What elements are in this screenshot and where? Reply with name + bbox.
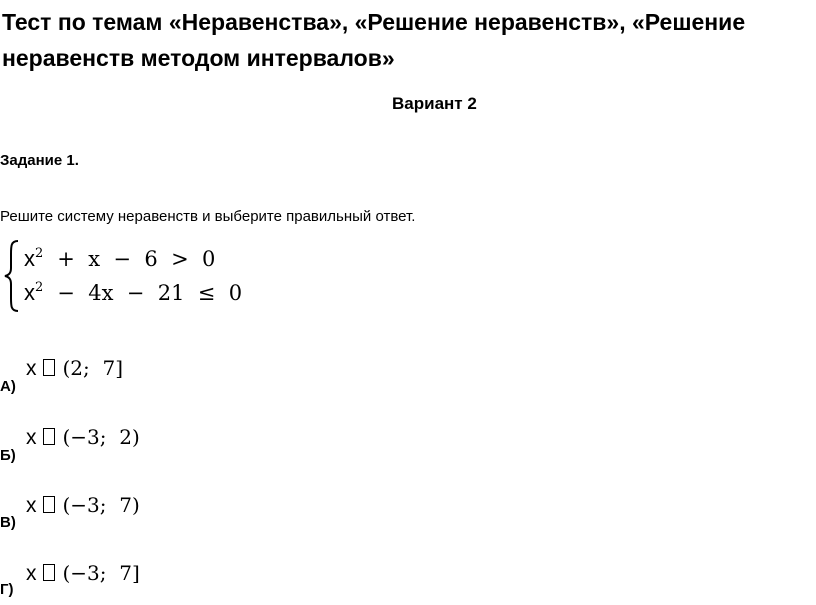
variant-label: Вариант 2 [392,94,477,113]
option-b-expression: x (−3; 2) [26,425,140,449]
missing-glyph-icon [43,564,55,581]
inequality-system [2,238,262,314]
missing-glyph-icon [43,359,55,376]
option-d-letter: Г) [0,581,14,598]
system-inequality-1: $x^2 + x - 6 > 0$ [24,246,216,271]
missing-glyph-icon [43,496,55,513]
option-a-expression: x (2; 7] [26,356,124,380]
option-b-letter: Б) [0,447,16,464]
page-title: Тест по темам «Неравенства», «Решение неравенств», «Решение неравенств методом интервалов» [2,9,746,71]
option-c-expression: x (−3; 7) [26,493,140,517]
task-instruction: Решите систему неравенств и выберите правильный ответ. [0,208,416,225]
option-c-letter: В) [0,514,16,531]
option-a-letter: А) [0,378,16,395]
option-d-expression: x (−3; 7] [26,561,140,585]
system-inequality-2: $x^2 - 4x - 21 \le 0$ [24,280,243,305]
task-heading: Задание 1. [0,152,79,169]
system-brace-icon [2,238,22,314]
missing-glyph-icon [43,428,55,445]
